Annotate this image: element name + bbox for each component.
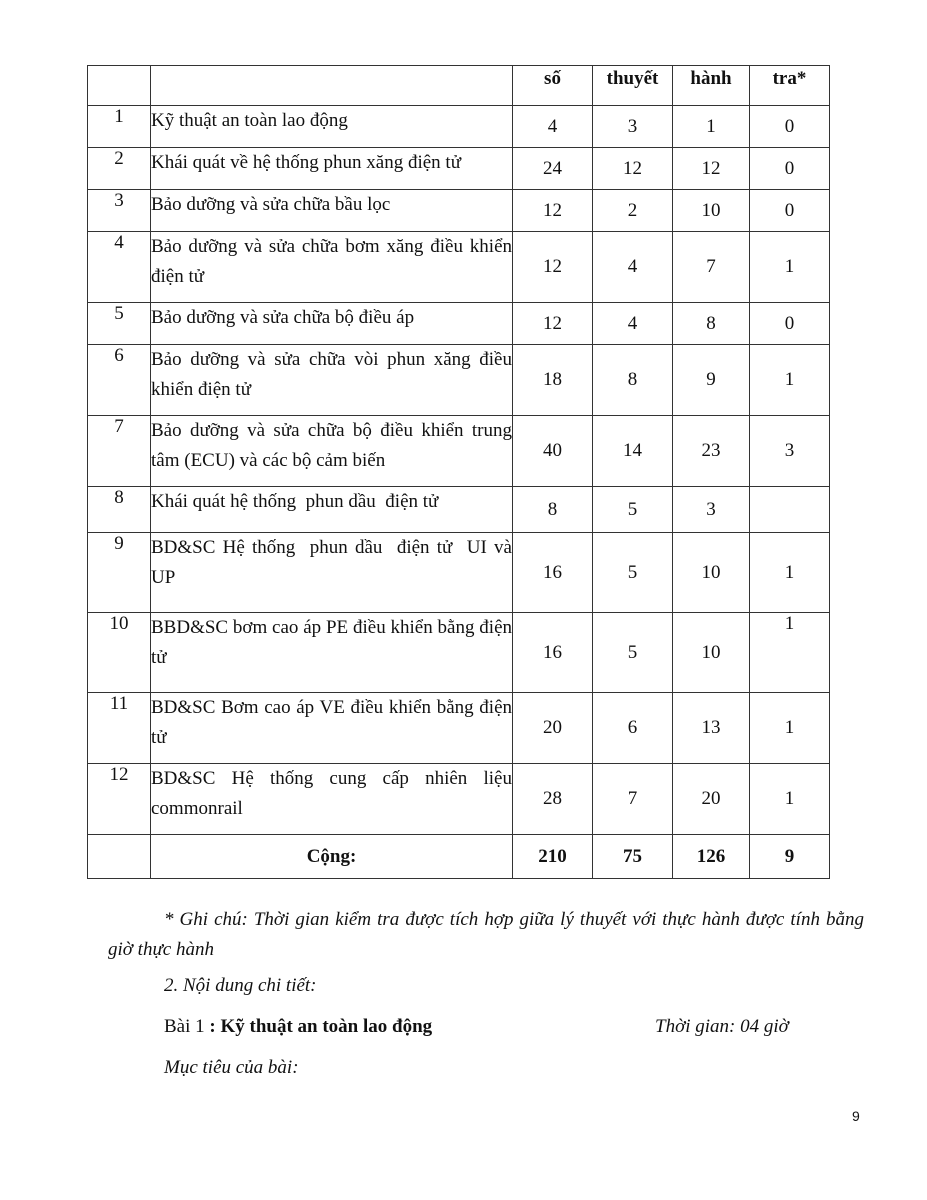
- total-hours: 24: [513, 148, 593, 190]
- table-row: [88, 148, 830, 190]
- practice-hours: 7: [673, 232, 750, 303]
- test-hours: 1: [750, 764, 830, 835]
- row-title: Kỹ thuật an toàn lao động: [151, 106, 513, 148]
- row-title: Khái quát hệ thống phun dầu điện tử: [151, 487, 513, 533]
- curriculum-table: [87, 65, 830, 879]
- practice-hours: 13: [673, 693, 750, 764]
- total-hours: 12: [513, 303, 593, 345]
- lesson-goal-heading: Mục tiêu của bài:: [164, 1057, 299, 1078]
- row-title: Bảo dưỡng và sửa chữa bộ điều áp: [151, 303, 513, 345]
- row-number: 2: [88, 148, 151, 190]
- total-hours: 12: [513, 190, 593, 232]
- total-label: Cộng:: [151, 835, 513, 879]
- row-number: 8: [88, 487, 151, 533]
- theory-hours: 7: [593, 764, 673, 835]
- table-row: [88, 190, 830, 232]
- theory-hours-sum: 75: [593, 835, 673, 879]
- practice-hours: 8: [673, 303, 750, 345]
- test-hours: 0: [750, 303, 830, 345]
- practice-hours: 12: [673, 148, 750, 190]
- row-title: BD&SC Hệ thống phun dầu điện tử UI và UP: [151, 533, 513, 613]
- row-title: Bảo dưỡng và sửa chữa bơm xăng điều khiển điện tử: [151, 232, 513, 303]
- row-number: 6: [88, 345, 151, 416]
- table-row: [88, 533, 830, 613]
- row-title: BBD&SC bơm cao áp PE điều khiển bằng điện tử: [151, 613, 513, 693]
- page-number: 9: [852, 1108, 860, 1124]
- table-row: [88, 764, 830, 835]
- test-hours: 1: [750, 613, 830, 693]
- total-hours: 8: [513, 487, 593, 533]
- practice-hours: 20: [673, 764, 750, 835]
- row-number: 5: [88, 303, 151, 345]
- table-row: [88, 487, 830, 533]
- test-hours: 0: [750, 148, 830, 190]
- table-row: [88, 693, 830, 764]
- row-title: BD&SC Hệ thống cung cấp nhiên liệu commonrail: [151, 764, 513, 835]
- table-row: [88, 232, 830, 303]
- total-hours: 18: [513, 345, 593, 416]
- table-row: [88, 106, 830, 148]
- total-empty-cell: [88, 835, 151, 879]
- table-row: [88, 613, 830, 693]
- footnote: * Ghi chú: Thời gian kiểm tra được tích hợp giữa lý thuyết với thực hành được tính bằng giờ thực hành: [108, 909, 864, 960]
- row-title: Khái quát về hệ thống phun xăng điện tử: [151, 148, 513, 190]
- row-number: 11: [88, 693, 151, 764]
- total-hours: 4: [513, 106, 593, 148]
- test-hours: 0: [750, 106, 830, 148]
- header-cell: thuyết: [593, 66, 673, 106]
- row-number: 4: [88, 232, 151, 303]
- row-title: Bảo dưỡng và sửa chữa vòi phun xăng điều khiển điện tử: [151, 345, 513, 416]
- theory-hours: 4: [593, 303, 673, 345]
- table-header-row: [88, 66, 830, 106]
- row-number: 9: [88, 533, 151, 613]
- total-hours: 16: [513, 613, 593, 693]
- header-cell: tra*: [750, 66, 830, 106]
- theory-hours: 14: [593, 416, 673, 487]
- test-hours: 1: [750, 232, 830, 303]
- test-hours: 1: [750, 693, 830, 764]
- test-hours-sum: 9: [750, 835, 830, 879]
- test-hours: 0: [750, 190, 830, 232]
- row-number: 1: [88, 106, 151, 148]
- row-number: 7: [88, 416, 151, 487]
- practice-hours: 10: [673, 613, 750, 693]
- header-cell: [151, 66, 513, 106]
- lesson-time: Thời gian: 04 giờ: [655, 1016, 789, 1037]
- theory-hours: 2: [593, 190, 673, 232]
- lesson-heading: [164, 1016, 432, 1038]
- theory-hours: 4: [593, 232, 673, 303]
- test-hours: [750, 487, 830, 533]
- row-number: 3: [88, 190, 151, 232]
- test-hours: 3: [750, 416, 830, 487]
- table-row: [88, 303, 830, 345]
- table-total-row: [88, 835, 830, 879]
- section-title: 2. Nội dung chi tiết:: [164, 975, 317, 996]
- theory-hours: 5: [593, 533, 673, 613]
- theory-hours: 8: [593, 345, 673, 416]
- table-row: [88, 345, 830, 416]
- total-hours: 40: [513, 416, 593, 487]
- practice-hours: 9: [673, 345, 750, 416]
- lesson-prefix: Bài 1: [164, 1016, 210, 1037]
- theory-hours: 12: [593, 148, 673, 190]
- total-hours: 28: [513, 764, 593, 835]
- practice-hours-sum: 126: [673, 835, 750, 879]
- row-number: 12: [88, 764, 151, 835]
- total-hours-sum: 210: [513, 835, 593, 879]
- practice-hours: 10: [673, 533, 750, 613]
- practice-hours: 23: [673, 416, 750, 487]
- practice-hours: 10: [673, 190, 750, 232]
- total-hours: 12: [513, 232, 593, 303]
- row-number: 10: [88, 613, 151, 693]
- theory-hours: 5: [593, 487, 673, 533]
- theory-hours: 5: [593, 613, 673, 693]
- table-row: [88, 416, 830, 487]
- theory-hours: 3: [593, 106, 673, 148]
- header-cell: [88, 66, 151, 106]
- row-title: Bảo dưỡng và sửa chữa bầu lọc: [151, 190, 513, 232]
- row-title: Bảo dưỡng và sửa chữa bộ điều khiển trung tâm (ECU) và các bộ cảm biến: [151, 416, 513, 487]
- lesson-title: : Kỹ thuật an toàn lao động: [209, 1016, 433, 1037]
- test-hours: 1: [750, 533, 830, 613]
- header-cell: hành: [673, 66, 750, 106]
- total-hours: 20: [513, 693, 593, 764]
- test-hours: 1: [750, 345, 830, 416]
- total-hours: 16: [513, 533, 593, 613]
- theory-hours: 6: [593, 693, 673, 764]
- row-title: BD&SC Bơm cao áp VE điều khiển bằng điện tử: [151, 693, 513, 764]
- header-cell: số: [513, 66, 593, 106]
- practice-hours: 3: [673, 487, 750, 533]
- practice-hours: 1: [673, 106, 750, 148]
